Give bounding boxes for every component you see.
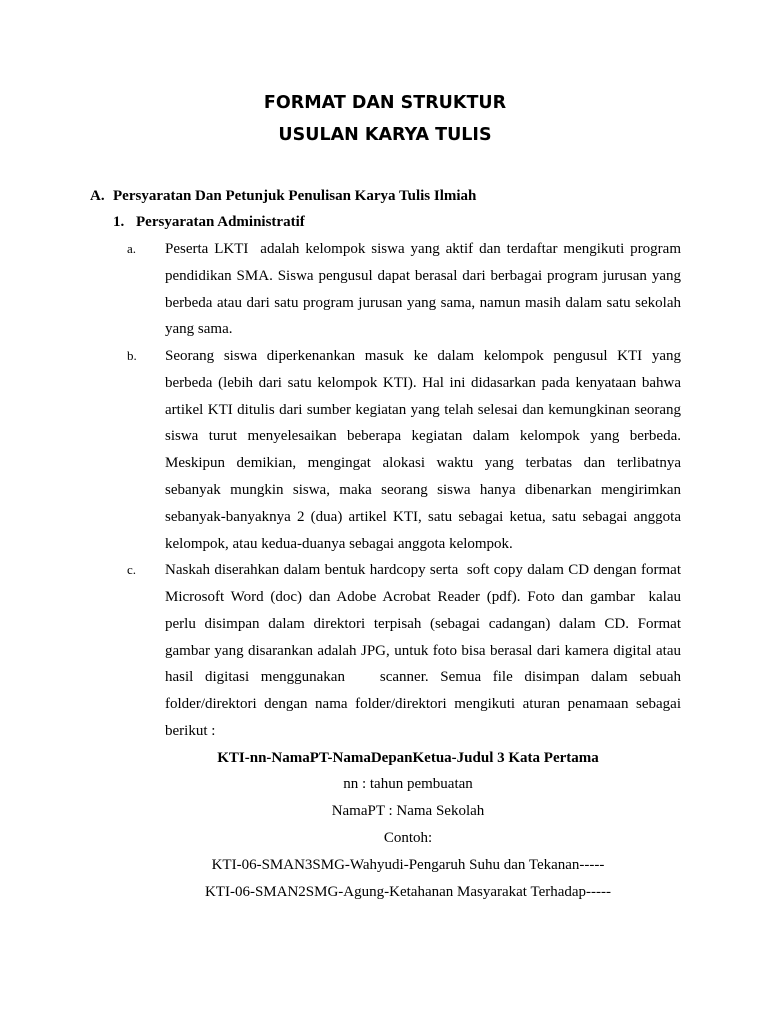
paragraph-line: yang sama. [165,321,233,338]
naming-legend-text: NamaPT : Nama Sekolah [331,803,485,820]
list-item-c-continued [0,611,770,638]
naming-legend-item [0,798,770,825]
paragraph-line: kelompok, atau kedua-duanya sebagai anggota kelompok. [165,535,513,552]
list-item-a-continued [0,290,770,317]
list-item-marker: a. [127,241,137,257]
list-item-b-continued [0,504,770,531]
naming-pattern [0,745,770,772]
list-item-c-continued [0,638,770,665]
paragraph-line: Seorang siswa diperkenankan masuk ke dalam kelompok pengusul KTI yang [165,348,681,365]
subsection-marker: 1. [113,214,125,231]
document-title-line-1: FORMAT DAN STRUKTUR [263,93,507,113]
paragraph-line: Naskah diserahkan dalam bentuk hardcopy serta soft copy dalam CD dengan format [165,562,681,579]
paragraph-line: siswa turut menyelesaikan beberapa kegiatan dalam kelompok yang berbeda. [165,428,681,445]
list-item-c-continued [0,664,770,691]
paragraph-line: gambar yang disarankan adalah JPG, untuk foto bisa berasal dari kamera digital atau [165,642,681,659]
example-item [0,852,770,879]
subsection-heading-text: Persyaratan Administratif [136,214,305,231]
paragraph-line: Meskipun demikian, mengingat alokasi waktu yang terbatas dan terlibatnya [165,455,681,472]
naming-legend-text: nn : tahun pembuatan [343,776,473,793]
paragraph-line: sebanyak mungkin siswa, maka seorang siswa hanya dibenarkan mengirimkan [165,482,681,499]
list-item-b-continued [0,370,770,397]
paragraph-line: hasil digitasi menggunakan scanner. Semua file disimpan dalam sebuah [165,669,681,686]
example-label [0,825,770,852]
paragraph-line: Microsoft Word (doc) dan Adobe Acrobat Reader (pdf). Foto dan gambar kalau [165,589,681,606]
example-text: KTI-06-SMAN3SMG-Wahyudi-Pengaruh Suhu dan Tekanan----- [211,856,605,873]
list-item-a-continued [0,263,770,290]
paragraph-line: Peserta LKTI adalah kelompok siswa yang aktif dan terdaftar mengikuti program [165,241,681,258]
naming-pattern-text: KTI-nn-NamaPT-NamaDepanKetua-Judul 3 Kata Pertama [217,749,599,766]
list-item-b-continued [0,423,770,450]
list-item-a-continued [0,316,770,343]
list-item-a [0,236,770,263]
paragraph-line: pendidikan SMA. Siswa pengusul dapat berasal dari berbagai program jurusan yang [165,267,681,284]
paragraph-line: artikel KTI ditulis dari sumber kegiatan yang telah selesai dan kemungkinan seorang [165,401,681,418]
paragraph-line: perlu disimpan dalam direktori terpisah (sebagai cadangan) dalam CD. Format [165,615,681,632]
paragraph-line: folder/direktori dengan nama folder/direktori mengikuti aturan penamaan sebagai [165,696,681,713]
paragraph-line: berbeda (lebih dari satu kelompok KTI). Hal ini didasarkan pada kenyataan bahwa [165,374,681,391]
list-item-b-continued [0,477,770,504]
example-text: KTI-06-SMAN2SMG-Agung-Ketahanan Masyarakat Terhadap----- [204,883,612,900]
paragraph-line: berikut : [165,722,216,739]
example-label-text: Contoh: [383,829,433,846]
list-item-c-continued [0,718,770,745]
list-item-c [0,557,770,584]
list-item-b-continued [0,397,770,424]
document-body [0,183,770,906]
list-item-b [0,343,770,370]
paragraph-line: berbeda atau dari satu program jurusan yang sama, namun masih dalam satu sekolah [165,294,681,311]
section-heading [0,183,770,210]
naming-legend-item [0,771,770,798]
list-item-c-continued [0,691,770,718]
subsection-heading [0,209,770,236]
example-item [0,879,770,906]
section-marker: A. [90,187,105,204]
paragraph-line: sebanyak-banyaknya 2 (dua) artikel KTI, satu sebagai ketua, satu sebagai anggota [165,508,681,525]
list-item-c-continued [0,584,770,611]
section-heading-text: Persyaratan Dan Petunjuk Penulisan Karya Tulis Ilmiah [113,187,477,204]
document-title-line-2: USULAN KARYA TULIS [278,125,492,145]
list-item-b-continued [0,450,770,477]
list-item-b-continued [0,531,770,558]
list-item-marker: c. [127,562,137,578]
list-item-marker: b. [127,348,137,364]
